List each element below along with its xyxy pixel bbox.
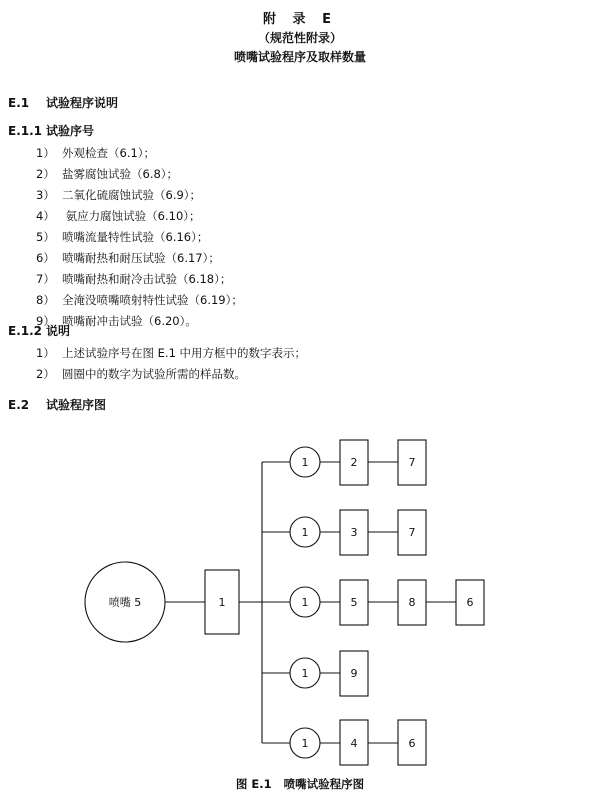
list-item-index: 1） xyxy=(36,146,55,160)
section-e12-number: E.1.2 xyxy=(8,324,43,338)
appendix-type: （规范性附录） xyxy=(257,31,342,45)
list-item-index: 5） xyxy=(36,230,55,244)
list-item-text: 全淹没喷嘴喷射特性试验（6.19）； xyxy=(62,293,243,307)
appendix-name: 喷嘴试验程序及取样数量 xyxy=(233,50,366,64)
section-e11-title: 试验序号 xyxy=(46,124,95,138)
branch-5-box-1-label: 4 xyxy=(350,737,358,750)
appendix-title: 附 录 E xyxy=(263,12,337,27)
list-item-text: 喷嘴耐热和耐冷击试验（6.18）； xyxy=(62,272,232,286)
list-item-index: 4） xyxy=(36,209,55,223)
figure-number: 图 E.1 xyxy=(235,777,272,791)
branch-2-box-1-label: 3 xyxy=(350,526,358,539)
branch-3-box-2-label: 8 xyxy=(408,596,416,609)
list-item-text: 喷嘴耐冲击试验（6.20）。 xyxy=(62,314,197,328)
list-item-text: 喷嘴流量特性试验（6.16）； xyxy=(62,230,209,244)
main-box-label: 1 xyxy=(218,596,226,609)
list-item-index: 2） xyxy=(36,167,55,181)
list-item-index: 8） xyxy=(36,293,55,307)
list-item-text: 圆圈中的数字为试验所需的样品数。 xyxy=(62,367,246,381)
list-item-text: 上述试验序号在图 E.1 中用方框中的数字表示； xyxy=(62,346,307,360)
list-item-text: 二氧化硫腐蚀试验（6.9）； xyxy=(62,188,202,202)
list-item-text: 外观检查（6.1）； xyxy=(62,146,156,160)
branch-1-box-1-label: 2 xyxy=(350,456,358,469)
branch-2-box-2-label: 7 xyxy=(408,526,416,539)
figure-caption xyxy=(0,776,600,792)
branch-5-box-2-label: 6 xyxy=(408,737,416,750)
list-item-index: 3） xyxy=(36,188,55,202)
list-item-text: 氨应力腐蚀试验（6.10）； xyxy=(62,209,201,223)
list-item-text: 喷嘴耐热和耐压试验（6.17）； xyxy=(62,251,220,265)
list-item-index: 2） xyxy=(36,367,55,381)
figure-title: 喷嘴试验程序图 xyxy=(283,777,365,791)
list-item-index: 7） xyxy=(36,272,55,286)
branch-4-circle-label: 1 xyxy=(301,667,309,680)
list-item-text: 盐雾腐蚀试验（6.8）； xyxy=(62,167,179,181)
branch-1-box-2-label: 7 xyxy=(408,456,416,469)
section-e2-number: E.2 xyxy=(8,398,30,412)
source-label: 喷嘴 5 xyxy=(108,596,142,609)
branch-3-circle-label: 1 xyxy=(301,596,309,609)
list-item-index: 9） xyxy=(36,314,55,328)
branch-3-box-1-label: 5 xyxy=(350,596,358,609)
section-e1-title: 试验程序说明 xyxy=(46,96,119,110)
section-e12-title: 说明 xyxy=(46,324,71,338)
branch-1-circle-label: 1 xyxy=(301,456,309,469)
section-e11-number: E.1.1 xyxy=(8,124,43,138)
section-e2-title: 试验程序图 xyxy=(46,398,107,412)
branch-2-circle-label: 1 xyxy=(301,526,309,539)
list-item-index: 1） xyxy=(36,346,55,360)
branch-5-circle-label: 1 xyxy=(301,737,309,750)
section-e1-number: E.1 xyxy=(8,96,30,110)
branch-3-box-3-label: 6 xyxy=(466,596,474,609)
list-item-index: 6） xyxy=(36,251,55,265)
branch-4-box-1-label: 9 xyxy=(350,667,358,680)
